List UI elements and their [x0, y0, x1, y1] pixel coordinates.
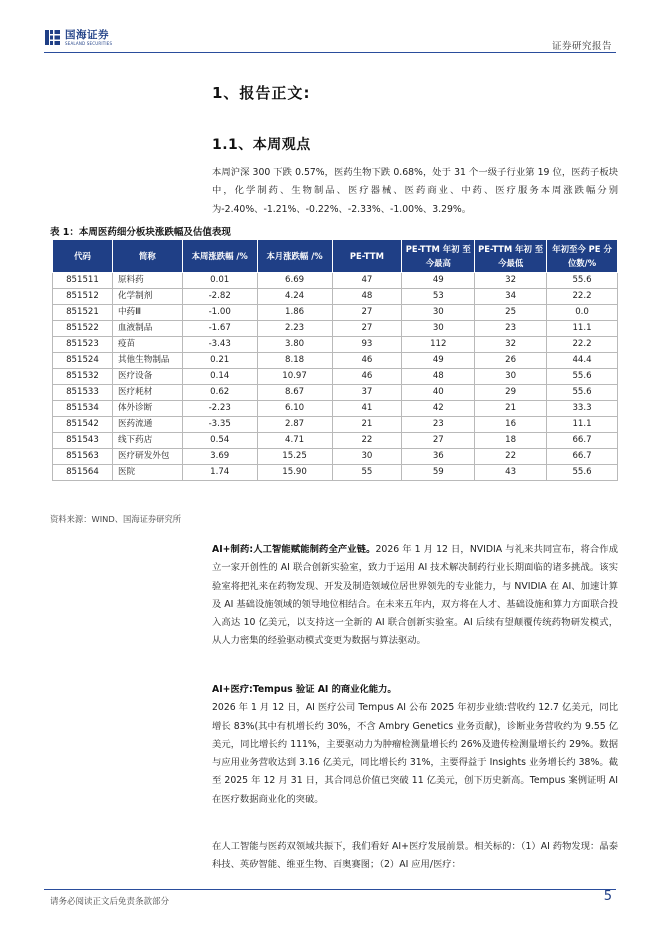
- table-cell-value: 3.69: [182, 449, 257, 465]
- table-row: [53, 385, 618, 401]
- table-cell-value: 66.7: [547, 449, 618, 465]
- table-cell-value: 21: [475, 401, 547, 417]
- table-cell-name: 线下药店: [112, 433, 182, 449]
- table-cell-value: 47: [332, 273, 402, 289]
- table-cell-value: 25: [475, 305, 547, 321]
- table-cell-value: 59: [402, 465, 475, 481]
- table-cell-name: 医疗研发外包: [112, 449, 182, 465]
- table-header-cell: 本月涨跌幅 /%: [257, 240, 332, 273]
- table-cell-name: 原料药: [112, 273, 182, 289]
- table-cell-value: 23: [475, 321, 547, 337]
- table-cell-value: 46: [332, 369, 402, 385]
- table-cell-value: -1.67: [182, 321, 257, 337]
- table-cell-value: 37: [332, 385, 402, 401]
- table-cell-value: 8.67: [257, 385, 332, 401]
- table-cell-value: 0.54: [182, 433, 257, 449]
- table-cell-value: 27: [332, 305, 402, 321]
- table-cell-value: 0.01: [182, 273, 257, 289]
- table-cell-value: 18: [475, 433, 547, 449]
- table-cell-value: 2.87: [257, 417, 332, 433]
- table-cell-value: 22.2: [547, 337, 618, 353]
- table-row: [53, 273, 618, 289]
- table-cell-value: 11.1: [547, 321, 618, 337]
- footer-divider: [44, 889, 616, 890]
- table-header-cell: 简称: [112, 240, 182, 273]
- sector-performance-table: [52, 239, 618, 481]
- table-row: [53, 401, 618, 417]
- table-row: [53, 321, 618, 337]
- table-cell-value: 23: [402, 417, 475, 433]
- table-cell-value: -1.00: [182, 305, 257, 321]
- table-row: [53, 337, 618, 353]
- table-cell-value: 6.69: [257, 273, 332, 289]
- table-cell-name: 体外诊断: [112, 401, 182, 417]
- table-cell-value: 22: [332, 433, 402, 449]
- table-cell-value: 48: [332, 289, 402, 305]
- table-cell-value: 30: [402, 305, 475, 321]
- table-cell-value: 30: [475, 369, 547, 385]
- table-cell-name: 中药Ⅲ: [112, 305, 182, 321]
- table-cell-value: 32: [475, 337, 547, 353]
- table-cell-value: 0.21: [182, 353, 257, 369]
- table-cell-value: 1.86: [257, 305, 332, 321]
- table-cell-value: 3.80: [257, 337, 332, 353]
- table-cell-value: 53: [402, 289, 475, 305]
- table-cell-name: 血液制品: [112, 321, 182, 337]
- table-header-cell: 本周涨跌幅 /%: [182, 240, 257, 273]
- table-cell-value: 33.3: [547, 401, 618, 417]
- table-cell-value: -2.23: [182, 401, 257, 417]
- table-cell-value: 10.97: [257, 369, 332, 385]
- page-number: 5: [603, 889, 612, 904]
- table-cell-value: 6.10: [257, 401, 332, 417]
- table-cell-value: 29: [475, 385, 547, 401]
- table-cell-value: 44.4: [547, 353, 618, 369]
- table-cell-value: 42: [402, 401, 475, 417]
- table-cell-name: 医疗设备: [112, 369, 182, 385]
- ai-medical-lead: AI+医疗:Tempus 验证 AI 的商业化能力。: [212, 684, 397, 695]
- table-cell-value: -3.35: [182, 417, 257, 433]
- table-cell-value: 40: [402, 385, 475, 401]
- table-cell-name: 医疗耗材: [112, 385, 182, 401]
- table-row: [53, 289, 618, 305]
- table-cell-value: 27: [332, 321, 402, 337]
- page-header: [0, 0, 662, 52]
- table-cell-value: 43: [475, 465, 547, 481]
- intro-paragraph: 本周沪深 300 下跌 0.57%，医药生物下跌 0.68%，处于 31 个一级子行业第 19 位，医药子板块中，化学制药、生物制品、医疗器械、医药商业、中药、医疗服务本周涨跌幅分别为-2.40%、-1.21%、-0.22%、-2.33%、-1.00%、3.29%。: [212, 167, 618, 215]
- table-cell-value: 49: [402, 353, 475, 369]
- ai-pharma-text: 2026 年 1 月 12 日，NVIDIA 与礼来共同宣布，将合作成立一家开创性的 AI 联合创新实验室，致力于运用 AI 技术解决制药行业长期面临的诸多挑战。该实验室将把礼来在药物发现、开发及制造领域位居世界领先的专业能力，与 NVIDIA 在 AI、加速计算及 AI 基础设施领域的领导地位相结合。在未来五年内，双方将在人才、基础设施和算力方面联合投入高达 10 亿美元，以支持这一全新的 AI 联合创新实验室。AI 后续有望颠覆传统药物研发模式，从人力密集的经验驱动模式变更为数据与算法驱动。: [212, 544, 618, 647]
- table-cell-value: 26: [475, 353, 547, 369]
- table-cell-name: 疫苗: [112, 337, 182, 353]
- ai-pharma-lead: AI+制药:人工智能赋能制药全产业链。: [212, 544, 376, 555]
- table-cell-value: 49: [402, 273, 475, 289]
- table-cell-value: 55.6: [547, 385, 618, 401]
- table-cell-value: 55.6: [547, 273, 618, 289]
- table-cell-value: -2.82: [182, 289, 257, 305]
- table-header-cell: PE-TTM 年初 至今最低: [475, 240, 547, 273]
- table-cell-value: 2.23: [257, 321, 332, 337]
- logo-text-en: SEALAND SECURITIES: [65, 41, 113, 46]
- table-cell-code: 851534: [53, 401, 113, 417]
- table-cell-value: 4.24: [257, 289, 332, 305]
- table-cell-value: 55: [332, 465, 402, 481]
- table-cell-value: 48: [402, 369, 475, 385]
- table-cell-name: 医院: [112, 465, 182, 481]
- table-cell-value: -3.43: [182, 337, 257, 353]
- logo-mark-icon: [44, 29, 61, 46]
- table-cell-code: 851512: [53, 289, 113, 305]
- subsection-heading: 1.1、本周观点: [212, 137, 311, 153]
- table-cell-code: 851524: [53, 353, 113, 369]
- table-row: [53, 417, 618, 433]
- table-cell-code: 851563: [53, 449, 113, 465]
- table-header-row: [53, 240, 618, 273]
- logo-text-cn: 国海证券: [65, 29, 109, 41]
- table-cell-value: 16: [475, 417, 547, 433]
- table-cell-value: 21: [332, 417, 402, 433]
- table-cell-value: 8.18: [257, 353, 332, 369]
- table-cell-value: 46: [332, 353, 402, 369]
- table-header-cell: PE-TTM 年初 至今最高: [402, 240, 475, 273]
- table-cell-value: 34: [475, 289, 547, 305]
- table-cell-value: 55.6: [547, 369, 618, 385]
- ai-medical-text: 2026 年 1 月 12 日，AI 医疗公司 Tempus AI 公布 2025 年初步业绩:营收约 12.7 亿美元，同比增长 83%(其中有机增长约 30%，不含 Ambry Genetics 业务贡献)，诊断业务营收约为 9.55 亿美元，同比增长约 111%，主要驱动力为肿瘤检测量增长约 26%及遗传检测量增长约 29%。数据与应用业务营收达到 3.16 亿美元，同比增长约 31%，主要得益于 Insights 业务增长约 38%。截至 2025 年 12 月 31 日，其合同总价值已突破 11 亿美元，创下历史新高。Tempus 案例证明 AI 在医疗数据商业化的突破。: [212, 702, 618, 805]
- table-cell-value: 15.25: [257, 449, 332, 465]
- ai-pharma-paragraph: [212, 541, 618, 651]
- table-cell-value: 66.7: [547, 433, 618, 449]
- table-cell-name: 医药流通: [112, 417, 182, 433]
- table-row: [53, 449, 618, 465]
- table-cell-name: 化学制剂: [112, 289, 182, 305]
- table-cell-value: 41: [332, 401, 402, 417]
- table-cell-value: 30: [402, 321, 475, 337]
- table-header-cell: 年初至今 PE 分位数/%: [547, 240, 618, 273]
- table-title: 表 1：本周医药细分板块涨跌幅及估值表现: [50, 227, 231, 238]
- table-cell-value: 0.62: [182, 385, 257, 401]
- table-cell-value: 36: [402, 449, 475, 465]
- report-type-label: 证券研究报告: [551, 41, 612, 52]
- table-cell-code: 851564: [53, 465, 113, 481]
- table-row: [53, 433, 618, 449]
- table-cell-value: 93: [332, 337, 402, 353]
- table-cell-value: 112: [402, 337, 475, 353]
- table-row: [53, 369, 618, 385]
- table-cell-value: 15.90: [257, 465, 332, 481]
- table-cell-value: 55.6: [547, 465, 618, 481]
- table-cell-code: 851521: [53, 305, 113, 321]
- table-cell-value: 4.71: [257, 433, 332, 449]
- table-cell-value: 30: [332, 449, 402, 465]
- table-row: [53, 353, 618, 369]
- table-cell-value: 27: [402, 433, 475, 449]
- table-header-cell: 代码: [53, 240, 113, 273]
- table-cell-name: 其他生物制品: [112, 353, 182, 369]
- table-cell-value: 32: [475, 273, 547, 289]
- table-cell-value: 22.2: [547, 289, 618, 305]
- section-heading: 1、报告正文:: [212, 84, 311, 102]
- table-row: [53, 465, 618, 481]
- table-cell-code: 851522: [53, 321, 113, 337]
- table-cell-code: 851523: [53, 337, 113, 353]
- table-cell-code: 851533: [53, 385, 113, 401]
- table-cell-value: 11.1: [547, 417, 618, 433]
- table-cell-code: 851511: [53, 273, 113, 289]
- footer-disclaimer: 请务必阅读正文后免责条款部分: [50, 897, 170, 907]
- table-cell-value: 22: [475, 449, 547, 465]
- table-cell-code: 851542: [53, 417, 113, 433]
- table-cell-code: 851543: [53, 433, 113, 449]
- table-cell-value: 0.14: [182, 369, 257, 385]
- table-cell-code: 851532: [53, 369, 113, 385]
- header-divider: [44, 52, 616, 53]
- table-source: 资料来源：WIND、国海证券研究所: [50, 514, 182, 524]
- table-row: [53, 305, 618, 321]
- closing-paragraph: 在人工智能与医药双领域共振下，我们看好 AI+医疗发展前景。相关标的：（1）AI 药物发现：晶泰科技、英矽智能、维亚生物、百奥赛图；（2）AI 应用/医疗：: [212, 841, 618, 871]
- table-header-cell: PE-TTM: [332, 240, 402, 273]
- table-cell-value: 0.0: [547, 305, 618, 321]
- table-cell-value: 1.74: [182, 465, 257, 481]
- ai-medical-paragraph: [212, 681, 618, 809]
- company-logo: [44, 29, 112, 46]
